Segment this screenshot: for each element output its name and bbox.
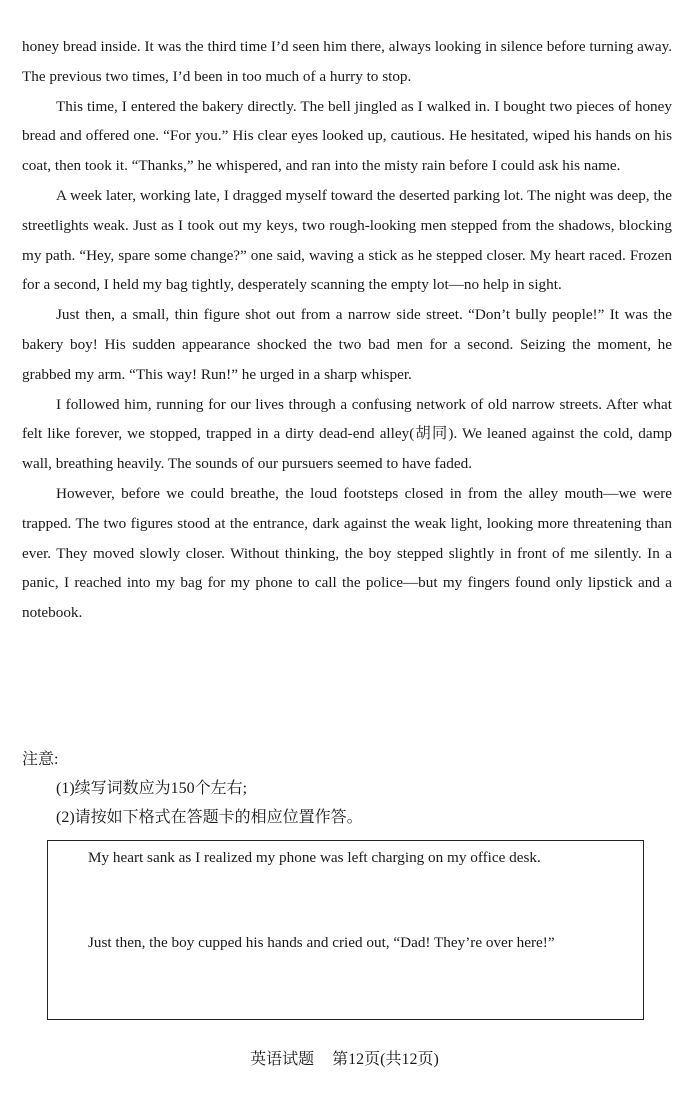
answer-box xyxy=(47,840,644,1020)
passage-paragraph-3: A week later, working late, I dragged myself toward the deserted parking lot. The night was deep, the streetlights weak. Just as I took out my keys, two rough-looking men stepped from the shadows, blocking my path. “Hey, spare some change?” one said, waving a stick as he stepped closer. My heart raced. Frozen for a second, I held my bag tightly, desperately scanning the empty lot—no help in sight. xyxy=(22,186,672,294)
passage xyxy=(22,32,672,628)
passage-paragraph-2: This time, I entered the bakery directly. The bell jingled as I walked in. I bought two pieces of honey bread and offered one. “For you.” His clear eyes looked up, cautious. He hesitated, wiped his hands on his coat, then took it. “Thanks,” he whispered, and ran into the misty rain before I could ask his name. xyxy=(22,97,672,175)
notes-section xyxy=(22,745,672,832)
footer-subject: 英语试题 xyxy=(250,1051,315,1068)
notes-title: 注意: xyxy=(22,751,59,768)
passage-paragraph-6: However, before we could breathe, the loud footsteps closed in from the alley mouth—we were trapped. The two figures stood at the entrance, dark against the weak light, looking more threatening than ever. They moved slowly closer. Without thinking, the boy stepped slightly in front of me silently. In a panic, I reached into my bag for my phone to call the police—but my fingers found only lipstick and a notebook. xyxy=(22,484,672,622)
answer-box-paragraph-1-opening: My heart sank as I realized my phone was left charging on my office desk. xyxy=(88,849,541,866)
footer-page-number: 第12页(共12页) xyxy=(332,1051,439,1068)
passage-paragraph-5: I followed him, running for our lives through a confusing network of old narrow streets. After what felt like forever, we stopped, trapped in a dirty dead-end alley(胡同). We leaned against the cold, damp wall, breathing heavily. The sounds of our pursuers seemed to have faded. xyxy=(22,395,672,473)
page-footer xyxy=(0,1047,689,1073)
notes-item-word-count: (1)续写词数应为150个左右; xyxy=(56,780,248,797)
passage-paragraph-1: honey bread inside. It was the third time I’d seen him there, always looking in silence before turning away. The previous two times, I’d been in too much of a hurry to stop. xyxy=(22,38,672,85)
passage-paragraph-4: Just then, a small, thin figure shot out from a narrow side street. “Don’t bully people!” It was the bakery boy! His sudden appearance shocked the two bad men for a second. Seizing the moment, he grabbed my arm. “This way! Run!” he urged in a sharp whisper. xyxy=(22,306,672,383)
answer-box-paragraph-2-opening: Just then, the boy cupped his hands and cried out, “Dad! They’re over here!” xyxy=(88,934,555,951)
notes-item-format: (2)请按如下格式在答题卡的相应位置作答。 xyxy=(56,809,363,826)
